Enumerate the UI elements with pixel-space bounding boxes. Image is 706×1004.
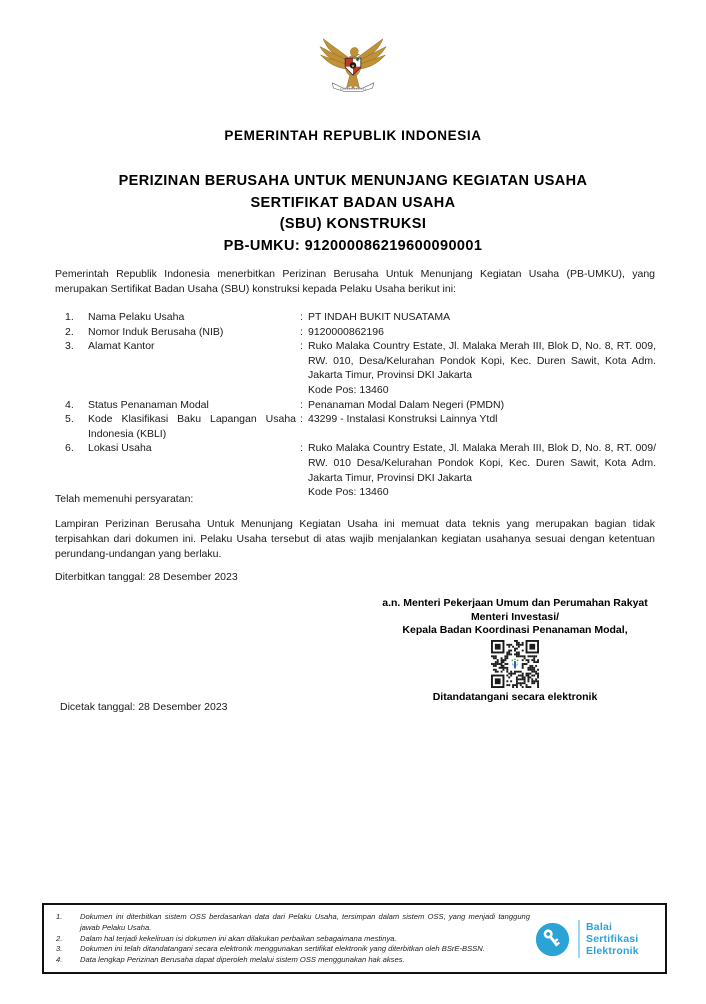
requirements-met-line: Telah memenuhi persyaratan: bbox=[55, 493, 194, 505]
bse-key-icon bbox=[535, 922, 570, 957]
bse-logo-line-1: Balai bbox=[586, 921, 613, 933]
qr-code-icon bbox=[491, 640, 539, 688]
field-value bbox=[308, 339, 656, 397]
field-number: 2. bbox=[65, 325, 74, 338]
field-colon: : bbox=[300, 413, 303, 426]
field-value bbox=[308, 441, 656, 499]
field-number: 4. bbox=[65, 398, 74, 411]
svg-text:★: ★ bbox=[350, 63, 356, 69]
postal-code: Kode Pos: 13460 bbox=[308, 486, 389, 499]
field-value: PT INDAH BUKIT NUSATAMA bbox=[308, 311, 451, 323]
field-colon: : bbox=[300, 442, 303, 455]
attachment-note-paragraph: Lampiran Perizinan Berusaha Untuk Menunjang Kegiatan Usaha ini memuat data teknis yang merupakan bagian tidak terpisahkan dari dokumen ini. Pelaku Usaha tersebut di atas wajib menjalankan kegiatan usahanya sesuai dengan ketentuan perundang-undangan yang berlaku. bbox=[55, 518, 655, 561]
business-fields-list bbox=[65, 310, 656, 500]
document-title-line-3: (SBU) KONSTRUKSI bbox=[279, 216, 427, 232]
field-label: Status Penanaman Modal bbox=[88, 398, 209, 411]
field-label: Nomor Induk Berusaha (NIB) bbox=[88, 325, 224, 338]
bse-logo-divider bbox=[578, 920, 580, 958]
footer-note-text: Data lengkap Perizinan Berusaha dapat diperoleh melalui sistem OSS menggunakan hak akses. bbox=[80, 955, 405, 965]
signatory-line-3: Kepala Badan Koordinasi Penanaman Modal, bbox=[402, 624, 628, 637]
footer-note-number: 4. bbox=[56, 955, 63, 965]
issued-date-line: Diterbitkan tanggal: 28 Desember 2023 bbox=[55, 571, 238, 583]
field-row-nib bbox=[65, 325, 656, 340]
field-colon: : bbox=[300, 398, 303, 411]
electronically-signed-note: Ditandatangani secara elektronik bbox=[432, 690, 598, 703]
footer-note-number: 3. bbox=[56, 944, 63, 954]
postal-code: Kode Pos: 13460 bbox=[308, 383, 389, 396]
document-title-line-1: PERIZINAN BERUSAHA UNTUK MENUNJANG KEGIATAN USAHA bbox=[118, 173, 588, 189]
field-row-nama-pelaku-usaha bbox=[65, 310, 656, 325]
signatory-line-1: a.n. Menteri Pekerjaan Umum dan Perumahan Rakyat bbox=[382, 597, 648, 609]
field-number: 6. bbox=[65, 442, 74, 455]
field-label: Lokasi Usaha bbox=[88, 442, 152, 455]
balai-sertifikasi-elektronik-logo bbox=[531, 913, 649, 965]
signature-block bbox=[350, 597, 680, 704]
document-title-line-2: SERTIFIKAT BADAN USAHA bbox=[250, 194, 456, 211]
field-value: 9120000862196 bbox=[308, 325, 384, 338]
bse-logo-line-2: Sertifikasi bbox=[586, 933, 639, 945]
field-colon: : bbox=[300, 311, 303, 323]
garuda-pancasila-emblem bbox=[0, 24, 706, 113]
field-number: 1. bbox=[65, 311, 74, 323]
field-row-lokasi-usaha bbox=[65, 441, 656, 499]
footer-note-number: 2. bbox=[56, 933, 63, 943]
government-title: PEMERINTAH REPUBLIK INDONESIA bbox=[224, 128, 482, 143]
footer-disclaimer-box bbox=[42, 903, 667, 974]
qr-code bbox=[491, 640, 539, 688]
address-text: Ruko Malaka Country Estate, Jl. Malaka Merah III, Blok D, No. 8, RT. 009/ RW. 010 Desa/Kelurahan Pondok Kopi, Kec. Duren Sawit, Kota Adm. Jakarta Timur, Provinsi DKI Jakarta bbox=[308, 442, 656, 484]
footer-notes-list bbox=[56, 912, 536, 966]
garuda-icon bbox=[314, 24, 392, 108]
field-row-alamat-kantor bbox=[65, 339, 656, 397]
printed-date-line: Dicetak tanggal: 28 Desember 2023 bbox=[60, 701, 228, 713]
footer-note-number: 1. bbox=[56, 912, 63, 921]
field-label: Nama Pelaku Usaha bbox=[88, 311, 185, 323]
bse-logo-line-3: Elektronik bbox=[586, 945, 639, 957]
field-colon: : bbox=[300, 325, 303, 338]
footer-note-text: Dokumen ini diterbitkan sistem OSS berdasarkan data dari Pelaku Usaha, tersimpan dalam sistem OSS, yang menjadi tanggung jawab Pelaku Usaha. bbox=[80, 912, 530, 932]
signatory-line-2: Menteri Investasi/ bbox=[470, 610, 560, 623]
footer-note-3 bbox=[56, 944, 536, 955]
field-colon: : bbox=[300, 340, 303, 353]
bse-logo-text bbox=[586, 921, 639, 957]
footer-note-text: Dokumen ini telah ditandatangani secara elektronik menggunakan sertifikat elektronik yang diterbitkan oleh BSrE-BSSN. bbox=[80, 944, 485, 954]
field-value: 43299 - Instalasi Konstruksi Lainnya Ytdl bbox=[308, 413, 498, 426]
field-value: Penanaman Modal Dalam Negeri (PMDN) bbox=[308, 398, 505, 411]
footer-note-4 bbox=[56, 955, 536, 966]
field-row-status-penanaman-modal bbox=[65, 398, 656, 413]
footer-note-1 bbox=[56, 912, 536, 934]
footer-note-2 bbox=[56, 934, 536, 945]
address-text: Ruko Malaka Country Estate, Jl. Malaka Merah III, Blok D, No. 8, RT. 009, RW. 010, Desa/Kelurahan Pondok Kopi, Kec. Duren Sawit, Kota Adm. Jakarta Timur, Provinsi DKI Jakarta bbox=[308, 340, 656, 382]
field-label: Alamat Kantor bbox=[88, 340, 155, 353]
field-row-kbli bbox=[65, 412, 656, 441]
document-title bbox=[0, 171, 706, 257]
footer-note-text: Dalam hal terjadi kekeliruan isi dokumen ini akan dilakukan perbaikan sebagaimana mestinya. bbox=[80, 933, 397, 943]
field-number: 5. bbox=[65, 413, 74, 426]
intro-paragraph: Pemerintah Republik Indonesia menerbitkan Perizinan Berusaha Untuk Menunjang Kegiatan Usaha (PB-UMKU), yang merupakan Sertifikat Badan Usaha (SBU) konstruksi kepada Pelaku Usaha berikut ini: bbox=[55, 268, 655, 295]
field-number: 3. bbox=[65, 340, 74, 353]
document-title-pbumku-number: PB-UMKU: 912000086219600090001 bbox=[223, 237, 483, 254]
bkpm-logo-icon bbox=[509, 658, 521, 670]
field-label: Kode Klasifikasi Baku Lapangan Usaha Indonesia (KBLI) bbox=[88, 413, 296, 440]
